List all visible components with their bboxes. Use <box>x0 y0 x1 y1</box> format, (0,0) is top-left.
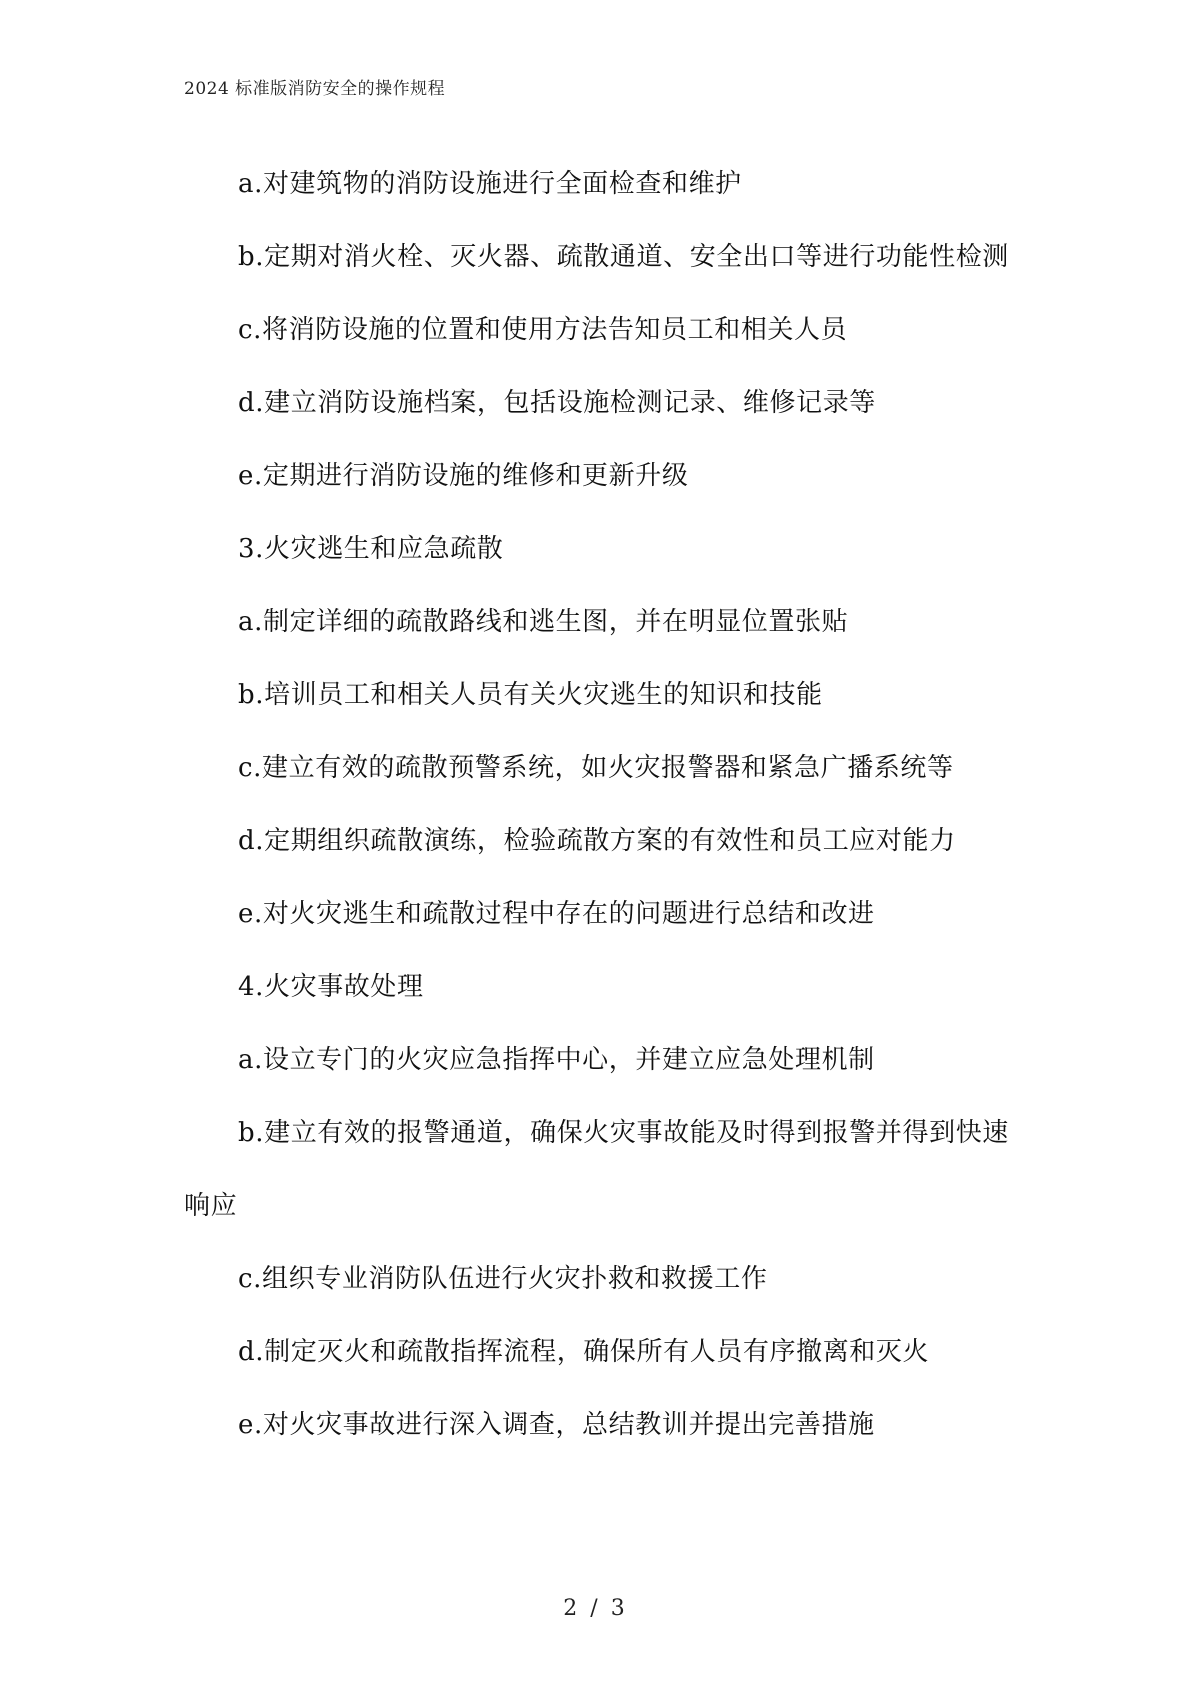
paragraph-escape-training: b.培训员工和相关人员有关火灾逃生的知识和技能 <box>238 680 823 710</box>
paragraph-facility-inspection: a.对建筑物的消防设施进行全面检查和维护 <box>238 169 742 199</box>
document-body <box>184 148 1014 1462</box>
section-heading-accident-handling: 4.火灾事故处理 <box>238 972 424 1002</box>
section-heading-evacuation: 3.火灾逃生和应急疏散 <box>238 534 504 564</box>
paragraph-function-testing: b.定期对消火栓、灭火器、疏散通道、安全出口等进行功能性检测 <box>238 242 1009 272</box>
paragraph-facility-records: d.建立消防设施档案，包括设施检测记录、维修记录等 <box>238 388 876 418</box>
paragraph-accident-investigation: e.对火灾事故进行深入调查，总结教训并提出完善措施 <box>238 1410 875 1440</box>
paragraph-warning-system: c.建立有效的疏散预警系统，如火灾报警器和紧急广播系统等 <box>238 753 954 783</box>
paragraph-firefighting-team: c.组织专业消防队伍进行火灾扑救和救援工作 <box>238 1264 768 1294</box>
page-number: 2 / 3 <box>563 1596 628 1621</box>
paragraph-alarm-channel: b.建立有效的报警通道，确保火灾事故能及时得到报警并得到快速响应 <box>184 1118 1009 1221</box>
page-header-title: 2024 标准版消防安全的操作规程 <box>184 79 446 99</box>
paragraph-evacuation-review: e.对火灾逃生和疏散过程中存在的问题进行总结和改进 <box>238 899 875 929</box>
paragraph-command-process: d.制定灭火和疏散指挥流程，确保所有人员有序撤离和灭火 <box>238 1337 930 1367</box>
paragraph-evacuation-route: a.制定详细的疏散路线和逃生图，并在明显位置张贴 <box>238 607 849 637</box>
paragraph-maintenance-upgrade: e.定期进行消防设施的维修和更新升级 <box>238 461 689 491</box>
paragraph-evacuation-drill: d.定期组织疏散演练，检验疏散方案的有效性和员工应对能力 <box>238 826 956 856</box>
paragraph-command-center: a.设立专门的火灾应急指挥中心，并建立应急处理机制 <box>238 1045 875 1075</box>
paragraph-inform-staff: c.将消防设施的位置和使用方法告知员工和相关人员 <box>238 315 848 345</box>
